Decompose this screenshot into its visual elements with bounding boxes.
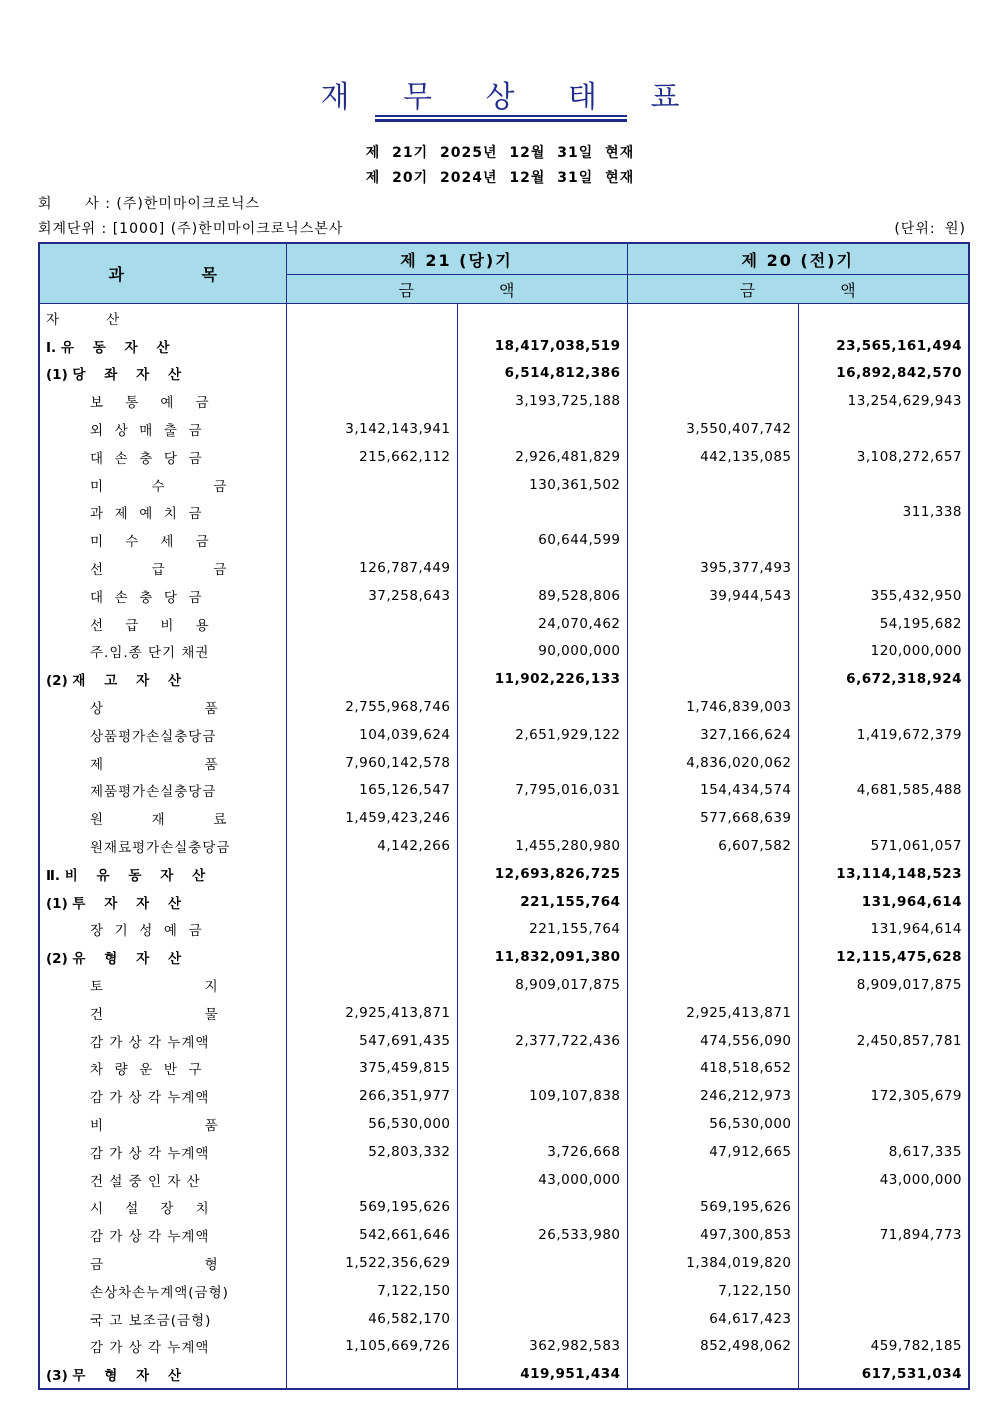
account-cell [39,1166,286,1194]
account-label: (3) 무 형 자 산 [46,1368,181,1385]
amount-c1 [286,610,457,638]
amount-p1 [627,499,798,527]
account-label: 시 설 장 치 [90,1201,210,1218]
amount-c1 [286,1166,457,1194]
table-row [39,804,969,832]
table-row [39,1166,969,1194]
account-cell [39,1305,286,1333]
amount-c1 [286,526,457,554]
account-cell [39,1332,286,1360]
account-label: 감 가 상 각 누계액 [90,1034,210,1051]
account-label: (1) 투 자 자 산 [46,895,181,912]
account-cell [39,1194,286,1222]
company-name: 회 사 : (주)한미마이크로닉스 [38,196,261,212]
table-row [39,971,969,999]
amount-c1: 7,960,142,578 [286,749,457,777]
table-row [39,777,969,805]
table-row [39,1305,969,1333]
table-row [39,1332,969,1360]
account-cell [39,777,286,805]
account-cell [39,916,286,944]
table-body [39,304,969,1390]
amount-p2 [798,304,969,332]
amount-p2 [798,554,969,582]
amount-p1 [627,916,798,944]
account-cell [39,582,286,610]
table-row [39,1082,969,1110]
amount-p2: 131,964,614 [798,888,969,916]
account-cell [39,749,286,777]
amount-c1: 126,787,449 [286,554,457,582]
amount-c2 [457,1305,627,1333]
amount-p1 [627,1166,798,1194]
account-label: 대 손 충 당 금 [90,589,203,606]
amount-p1: 4,836,020,062 [627,749,798,777]
account-cell [39,415,286,443]
amount-c1 [286,360,457,388]
account-cell [39,1027,286,1055]
amount-p2 [798,415,969,443]
amount-c1 [286,638,457,666]
amount-c1: 2,755,968,746 [286,693,457,721]
amount-p2: 54,195,682 [798,610,969,638]
amount-c1 [286,860,457,888]
account-cell [39,1110,286,1138]
amount-p2 [798,1194,969,1222]
amount-p2 [798,999,969,1027]
table-row [39,499,969,527]
table-row [39,360,969,388]
account-label: 상품평가손실충당금 [90,728,217,745]
account-label: 선 급 비 용 [90,617,210,634]
amount-c2: 90,000,000 [457,638,627,666]
account-cell [39,721,286,749]
current-period-header: 제 21 (당)기 [286,243,627,275]
table-row [39,860,969,888]
account-label: 제 품 [90,756,219,773]
account-cell [39,610,286,638]
table-row [39,387,969,415]
table-row [39,1360,969,1389]
account-label: (1) 당 좌 자 산 [46,367,181,384]
title-underline-thick [375,119,627,122]
amount-p1: 577,668,639 [627,804,798,832]
amount-p2: 172,305,679 [798,1082,969,1110]
amount-p2: 355,432,950 [798,582,969,610]
account-cell [39,888,286,916]
table-row [39,999,969,1027]
account-label: 금 형 [90,1256,219,1273]
amount-p1: 569,195,626 [627,1194,798,1222]
table-row [39,916,969,944]
amount-c1: 3,142,143,941 [286,415,457,443]
amount-p1: 7,122,150 [627,1277,798,1305]
amount-c2: 362,982,583 [457,1332,627,1360]
account-label: Ⅱ. 비 유 동 자 산 [46,867,206,884]
account-label: 미 수 금 [90,478,228,495]
account-label: 건 설 중 인 자 산 [90,1173,201,1190]
table-row [39,582,969,610]
account-label: Ⅰ. 유 동 자 산 [46,339,170,356]
account-cell [39,804,286,832]
table-row [39,832,969,860]
table-row [39,665,969,693]
amount-p2 [798,1055,969,1083]
account-cell [39,638,286,666]
amount-p2: 43,000,000 [798,1166,969,1194]
account-cell [39,1277,286,1305]
account-cell [39,554,286,582]
amount-c1 [286,888,457,916]
table-row [39,1277,969,1305]
amount-p1 [627,304,798,332]
amount-c1 [286,304,457,332]
amount-c2 [457,749,627,777]
amount-p2: 71,894,773 [798,1221,969,1249]
amount-c2: 24,070,462 [457,610,627,638]
table-row [39,332,969,360]
account-cell [39,1249,286,1277]
amount-p1 [627,360,798,388]
table-row [39,415,969,443]
amount-p2: 1,419,672,379 [798,721,969,749]
amount-c1: 215,662,112 [286,443,457,471]
current-amount-header: 금 액 [286,275,627,304]
table-row [39,693,969,721]
amount-c2 [457,1277,627,1305]
account-cell [39,471,286,499]
account-label: 국 고 보조금(금형) [90,1312,212,1329]
amount-c2 [457,499,627,527]
amount-p1 [627,860,798,888]
amount-c2: 11,832,091,380 [457,943,627,971]
account-label: 토 지 [90,979,219,996]
amount-p1: 418,518,652 [627,1055,798,1083]
amount-p1: 327,166,624 [627,721,798,749]
account-label: 미 수 세 금 [90,534,210,551]
amount-c1: 52,803,332 [286,1138,457,1166]
amount-c2 [457,304,627,332]
amount-p1: 395,377,493 [627,554,798,582]
amount-p2 [798,804,969,832]
amount-c2: 26,533,980 [457,1221,627,1249]
amount-c1 [286,916,457,944]
amount-c1: 547,691,435 [286,1027,457,1055]
account-label: 과 제 예 치 금 [90,506,203,523]
account-label: 건 물 [90,1006,219,1023]
accounting-unit: 회계단위 : [1000] (주)한미마이크로닉스본사 [38,221,344,237]
amount-p2: 131,964,614 [798,916,969,944]
period-current: 제 21기 2025년 12월 31일 현재 [365,145,635,161]
balance-sheet-table [38,242,970,1390]
table-row [39,471,969,499]
amount-p1: 442,135,085 [627,443,798,471]
amount-p1: 64,617,423 [627,1305,798,1333]
amount-p2: 4,681,585,488 [798,777,969,805]
account-label: 대 손 충 당 금 [90,450,203,467]
account-cell [39,526,286,554]
amount-p2: 120,000,000 [798,638,969,666]
account-cell [39,1055,286,1083]
amount-p2: 13,114,148,523 [798,860,969,888]
account-label: 원재료평가손실충당금 [90,840,231,857]
account-cell [39,443,286,471]
amount-c2: 3,726,668 [457,1138,627,1166]
account-cell [39,860,286,888]
amount-c2 [457,693,627,721]
account-label: 감 가 상 각 누계액 [90,1340,210,1357]
amount-c2: 2,651,929,122 [457,721,627,749]
amount-p2: 23,565,161,494 [798,332,969,360]
amount-p2: 12,115,475,628 [798,943,969,971]
table-row [39,1138,969,1166]
amount-p1: 497,300,853 [627,1221,798,1249]
amount-p2: 8,909,017,875 [798,971,969,999]
amount-c1: 375,459,815 [286,1055,457,1083]
amount-c1: 569,195,626 [286,1194,457,1222]
amount-p2: 3,108,272,657 [798,443,969,471]
amount-c2 [457,415,627,443]
account-cell [39,304,286,332]
amount-p1 [627,610,798,638]
amount-p1: 1,746,839,003 [627,693,798,721]
amount-p1 [627,1360,798,1389]
period-prior: 제 20기 2024년 12월 31일 현재 [365,170,635,186]
prior-amount-header: 금 액 [627,275,969,304]
table-row [39,526,969,554]
page-title: 재 무 상 태 표 [320,80,702,115]
amount-c2: 109,107,838 [457,1082,627,1110]
table-row [39,1027,969,1055]
table-row [39,943,969,971]
amount-p1: 852,498,062 [627,1332,798,1360]
account-label: 감 가 상 각 누계액 [90,1090,210,1107]
amount-c1: 56,530,000 [286,1110,457,1138]
amount-p1: 3,550,407,742 [627,415,798,443]
amount-p2: 571,061,057 [798,832,969,860]
amount-p2: 6,672,318,924 [798,665,969,693]
amount-c2: 7,795,016,031 [457,777,627,805]
amount-p2 [798,1249,969,1277]
amount-c1 [286,971,457,999]
amount-p1 [627,387,798,415]
account-cell [39,1138,286,1166]
account-label: 차 량 운 반 구 [90,1062,203,1079]
amount-p2 [798,471,969,499]
table-row [39,304,969,332]
table-row [39,1110,969,1138]
account-label: 자 산 [46,311,120,328]
table-row [39,1194,969,1222]
amount-c2 [457,1110,627,1138]
amount-c1: 104,039,624 [286,721,457,749]
account-label: 제품평가손실충당금 [90,784,217,801]
amount-p2 [798,1277,969,1305]
account-cell [39,693,286,721]
currency-unit: (단위: 원) [894,221,966,237]
amount-c1 [286,471,457,499]
amount-c1 [286,387,457,415]
table-row [39,443,969,471]
table-row [39,1055,969,1083]
amount-c1 [286,332,457,360]
account-cell [39,1221,286,1249]
amount-p2: 459,782,185 [798,1332,969,1360]
amount-p1 [627,471,798,499]
amount-c1: 46,582,170 [286,1305,457,1333]
amount-p1 [627,332,798,360]
amount-p1 [627,638,798,666]
amount-c2 [457,804,627,832]
amount-c1: 1,459,423,246 [286,804,457,832]
amount-c1 [286,943,457,971]
table-row [39,749,969,777]
amount-c2: 6,514,812,386 [457,360,627,388]
account-cell [39,1360,286,1389]
amount-p1: 56,530,000 [627,1110,798,1138]
amount-p2 [798,1305,969,1333]
account-label: (2) 유 형 자 산 [46,951,181,968]
amount-c1 [286,499,457,527]
amount-c2 [457,554,627,582]
account-label: 주.임.종 단기 채권 [90,645,210,662]
amount-c1: 165,126,547 [286,777,457,805]
account-label: 외 상 매 출 금 [90,423,203,440]
table-row [39,1221,969,1249]
account-cell [39,999,286,1027]
amount-c1: 1,522,356,629 [286,1249,457,1277]
amount-c2 [457,999,627,1027]
subject-header: 과 목 [39,243,286,304]
amount-p2 [798,693,969,721]
amount-c2: 419,951,434 [457,1360,627,1389]
account-cell [39,665,286,693]
amount-c2: 2,377,722,436 [457,1027,627,1055]
amount-c2: 8,909,017,875 [457,971,627,999]
table-row [39,638,969,666]
account-cell [39,332,286,360]
amount-p2 [798,749,969,777]
amount-p2: 16,892,842,570 [798,360,969,388]
account-label: 원 재 료 [90,812,228,829]
amount-p1 [627,971,798,999]
title-underline [375,115,627,117]
table-row [39,721,969,749]
account-cell [39,832,286,860]
amount-p2: 13,254,629,943 [798,387,969,415]
amount-c2: 43,000,000 [457,1166,627,1194]
amount-c1: 266,351,977 [286,1082,457,1110]
account-label: 상 품 [90,701,219,718]
amount-c2: 221,155,764 [457,916,627,944]
account-label: 선 급 금 [90,562,228,579]
amount-c1: 1,105,669,726 [286,1332,457,1360]
account-label: 보 통 예 금 [90,395,210,412]
amount-c1: 542,661,646 [286,1221,457,1249]
amount-c1: 7,122,150 [286,1277,457,1305]
account-cell [39,971,286,999]
amount-c1: 4,142,266 [286,832,457,860]
amount-c2: 221,155,764 [457,888,627,916]
table-row [39,610,969,638]
amount-c2 [457,1194,627,1222]
amount-c2: 89,528,806 [457,582,627,610]
account-label: (2) 재 고 자 산 [46,673,181,690]
table-row [39,888,969,916]
amount-c1 [286,665,457,693]
table-row [39,1249,969,1277]
amount-c2: 12,693,826,725 [457,860,627,888]
account-cell [39,499,286,527]
amount-c1: 37,258,643 [286,582,457,610]
amount-c1: 2,925,413,871 [286,999,457,1027]
amount-c2: 130,361,502 [457,471,627,499]
amount-p1 [627,665,798,693]
account-cell [39,360,286,388]
amount-p1: 474,556,090 [627,1027,798,1055]
amount-c2 [457,1249,627,1277]
amount-c2: 2,926,481,829 [457,443,627,471]
amount-c2: 1,455,280,980 [457,832,627,860]
account-cell [39,387,286,415]
account-label: 손상차손누계액(금형) [90,1284,229,1301]
amount-c2 [457,1055,627,1083]
amount-p1: 2,925,413,871 [627,999,798,1027]
amount-p1 [627,943,798,971]
amount-p1: 154,434,574 [627,777,798,805]
account-cell [39,943,286,971]
amount-p1: 47,912,665 [627,1138,798,1166]
amount-c2: 11,902,226,133 [457,665,627,693]
amount-p1: 6,607,582 [627,832,798,860]
amount-c2: 3,193,725,188 [457,387,627,415]
amount-c1 [286,1360,457,1389]
amount-p1: 246,212,973 [627,1082,798,1110]
prior-period-header: 제 20 (전)기 [627,243,969,275]
amount-p2: 311,338 [798,499,969,527]
account-label: 감 가 상 각 누계액 [90,1229,210,1246]
account-label: 감 가 상 각 누계액 [90,1145,210,1162]
amount-p2: 617,531,034 [798,1360,969,1389]
account-cell [39,1082,286,1110]
table-row [39,554,969,582]
amount-p2: 8,617,335 [798,1138,969,1166]
amount-p1 [627,526,798,554]
amount-p1 [627,888,798,916]
amount-p2 [798,526,969,554]
amount-c2: 60,644,599 [457,526,627,554]
account-label: 비 품 [90,1118,219,1134]
amount-c2: 18,417,038,519 [457,332,627,360]
amount-p1: 1,384,019,820 [627,1249,798,1277]
account-label: 장 기 성 예 금 [90,923,203,940]
amount-p2 [798,1110,969,1138]
amount-p1: 39,944,543 [627,582,798,610]
amount-p2: 2,450,857,781 [798,1027,969,1055]
